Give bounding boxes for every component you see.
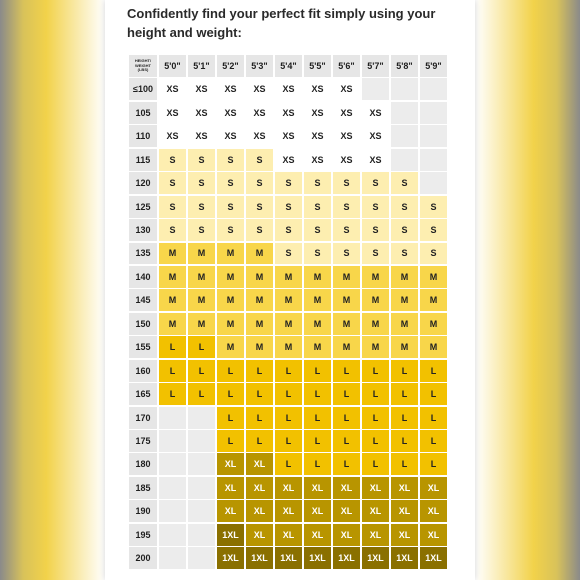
size-cell: M	[159, 313, 186, 335]
corner-label-line: WEIGHT	[135, 62, 151, 68]
size-cell: M	[420, 266, 447, 288]
size-cell: S	[217, 172, 244, 194]
size-cell: L	[391, 430, 418, 452]
empty-cell	[420, 149, 447, 171]
size-cell: L	[420, 360, 447, 382]
size-cell: XL	[246, 453, 273, 475]
weight-label-cell: 120	[129, 172, 157, 194]
size-cell: XS	[333, 149, 360, 171]
size-cell: XS	[333, 125, 360, 147]
weight-label-cell: 155	[129, 336, 157, 358]
size-cell: M	[159, 289, 186, 311]
size-cell: M	[188, 243, 215, 265]
size-cell: M	[275, 336, 302, 358]
size-cell: XL	[362, 477, 389, 499]
size-cell: L	[246, 360, 273, 382]
size-cell: XL	[333, 477, 360, 499]
height-header-cell: 5'3"	[246, 55, 273, 77]
empty-cell	[159, 430, 186, 452]
size-cell: S	[246, 196, 273, 218]
size-cell: M	[188, 313, 215, 335]
size-cell: XS	[333, 78, 360, 100]
size-cell: M	[391, 289, 418, 311]
size-cell: S	[420, 196, 447, 218]
size-cell: XS	[159, 102, 186, 124]
size-cell: M	[391, 313, 418, 335]
size-cell: M	[362, 289, 389, 311]
empty-cell	[159, 500, 186, 522]
size-cell: 1XL	[217, 524, 244, 546]
size-cell: XL	[420, 477, 447, 499]
weight-label-cell: 200	[129, 547, 157, 569]
corner-label-line: HEIGHT/	[134, 58, 152, 64]
size-cell: M	[275, 266, 302, 288]
size-cell: L	[217, 360, 244, 382]
size-cell: XS	[304, 149, 331, 171]
height-header-cell: 5'5"	[304, 55, 331, 77]
size-cell: S	[159, 149, 186, 171]
size-cell: L	[304, 360, 331, 382]
size-cell: XS	[188, 102, 215, 124]
weight-label-cell: 125	[129, 196, 157, 218]
size-cell: XS	[362, 102, 389, 124]
size-cell: L	[304, 383, 331, 405]
weight-label-cell: ≤100	[129, 78, 157, 100]
size-cell: M	[217, 336, 244, 358]
size-cell: L	[275, 407, 302, 429]
size-cell: M	[159, 243, 186, 265]
size-cell: XS	[304, 125, 331, 147]
size-cell: L	[333, 453, 360, 475]
size-cell: M	[275, 313, 302, 335]
page-title: Confidently find your perfect fit simply using your height and weight:	[127, 6, 436, 40]
weight-label-cell: 150	[129, 313, 157, 335]
empty-cell	[159, 407, 186, 429]
empty-cell	[391, 78, 418, 100]
size-cell: S	[304, 219, 331, 241]
height-header-cell: 5'4"	[275, 55, 302, 77]
size-cell: XL	[420, 524, 447, 546]
size-cell: L	[420, 407, 447, 429]
size-cell: L	[159, 336, 186, 358]
size-cell: M	[217, 266, 244, 288]
size-cell: S	[188, 196, 215, 218]
weight-label-cell: 130	[129, 219, 157, 241]
size-cell: S	[246, 219, 273, 241]
size-cell: L	[333, 407, 360, 429]
size-cell: XL	[333, 500, 360, 522]
size-cell: XL	[275, 524, 302, 546]
size-cell: XS	[159, 78, 186, 100]
size-cell: L	[362, 407, 389, 429]
size-cell: XL	[246, 500, 273, 522]
size-cell: XL	[362, 500, 389, 522]
size-cell: S	[304, 196, 331, 218]
size-cell: XS	[217, 78, 244, 100]
size-cell: M	[246, 243, 273, 265]
weight-label-cell: 195	[129, 524, 157, 546]
size-cell: M	[420, 289, 447, 311]
size-cell: M	[159, 266, 186, 288]
size-cell: L	[275, 360, 302, 382]
size-cell: S	[362, 243, 389, 265]
height-header-cell: 5'8"	[391, 55, 418, 77]
size-cell: XL	[391, 524, 418, 546]
size-cell: XS	[159, 125, 186, 147]
empty-cell	[420, 78, 447, 100]
size-cell: XS	[304, 78, 331, 100]
size-chart-table	[129, 55, 447, 569]
empty-cell	[159, 524, 186, 546]
size-cell: XS	[275, 102, 302, 124]
size-cell: XL	[391, 477, 418, 499]
size-cell: L	[188, 336, 215, 358]
size-cell: S	[246, 172, 273, 194]
weight-label-cell: 160	[129, 360, 157, 382]
height-header-cell: 5'7"	[362, 55, 389, 77]
size-cell: S	[333, 172, 360, 194]
size-cell: S	[275, 172, 302, 194]
height-header-cell: 5'6"	[333, 55, 360, 77]
size-cell: XL	[217, 500, 244, 522]
size-cell: XS	[246, 102, 273, 124]
size-cell: S	[159, 196, 186, 218]
size-cell: XL	[391, 500, 418, 522]
size-cell: M	[362, 266, 389, 288]
height-header-cell: 5'1"	[188, 55, 215, 77]
size-cell: M	[333, 289, 360, 311]
size-cell: M	[304, 336, 331, 358]
size-cell: M	[362, 313, 389, 335]
size-cell: M	[304, 313, 331, 335]
size-cell: XS	[362, 149, 389, 171]
size-cell: L	[275, 383, 302, 405]
size-cell: XL	[275, 477, 302, 499]
size-cell: L	[333, 430, 360, 452]
size-cell: S	[333, 219, 360, 241]
size-cell: XL	[246, 524, 273, 546]
empty-cell	[188, 500, 215, 522]
size-cell: L	[391, 383, 418, 405]
corner-header-cell	[129, 55, 157, 77]
size-cell: L	[275, 453, 302, 475]
size-cell: L	[362, 383, 389, 405]
size-cell: S	[391, 219, 418, 241]
weight-label-cell: 105	[129, 102, 157, 124]
size-chart-card	[105, 0, 475, 580]
size-cell: M	[246, 313, 273, 335]
empty-cell	[188, 477, 215, 499]
size-cell: L	[362, 360, 389, 382]
size-cell: XS	[275, 125, 302, 147]
size-cell: L	[188, 360, 215, 382]
size-cell: L	[333, 360, 360, 382]
size-cell: S	[217, 196, 244, 218]
empty-cell	[188, 524, 215, 546]
empty-cell	[188, 407, 215, 429]
size-cell: XS	[217, 102, 244, 124]
weight-label-cell: 180	[129, 453, 157, 475]
size-cell: M	[420, 336, 447, 358]
size-cell: S	[391, 196, 418, 218]
height-header-cell: 5'9"	[420, 55, 447, 77]
empty-cell	[420, 125, 447, 147]
size-cell: S	[420, 219, 447, 241]
size-cell: L	[333, 383, 360, 405]
size-cell: L	[159, 383, 186, 405]
size-cell: S	[420, 243, 447, 265]
size-cell: XS	[217, 125, 244, 147]
size-cell: S	[275, 219, 302, 241]
size-cell: XS	[246, 125, 273, 147]
size-cell: L	[391, 360, 418, 382]
size-cell: L	[217, 407, 244, 429]
size-cell: M	[333, 336, 360, 358]
size-cell: L	[188, 383, 215, 405]
size-cell: M	[246, 266, 273, 288]
size-cell: M	[246, 336, 273, 358]
weight-label-cell: 145	[129, 289, 157, 311]
size-cell: 1XL	[246, 547, 273, 569]
size-cell: XL	[362, 524, 389, 546]
size-cell: L	[159, 360, 186, 382]
size-cell: XS	[333, 102, 360, 124]
size-cell: S	[333, 243, 360, 265]
weight-label-cell: 190	[129, 500, 157, 522]
size-cell: L	[391, 407, 418, 429]
size-cell: M	[333, 313, 360, 335]
size-cell: XS	[188, 125, 215, 147]
size-cell: M	[275, 289, 302, 311]
empty-cell	[188, 453, 215, 475]
size-cell: L	[246, 407, 273, 429]
size-cell: M	[246, 289, 273, 311]
size-cell: XS	[275, 149, 302, 171]
size-cell: M	[217, 289, 244, 311]
size-cell: M	[420, 313, 447, 335]
size-cell: L	[362, 453, 389, 475]
size-cell: S	[275, 243, 302, 265]
empty-cell	[159, 547, 186, 569]
size-cell: XS	[275, 78, 302, 100]
empty-cell	[420, 172, 447, 194]
size-cell: XL	[304, 477, 331, 499]
height-header-cell: 5'2"	[217, 55, 244, 77]
size-cell: 1XL	[362, 547, 389, 569]
size-cell: 1XL	[304, 547, 331, 569]
size-cell: L	[246, 430, 273, 452]
size-cell: S	[188, 219, 215, 241]
size-cell: L	[362, 430, 389, 452]
size-cell: L	[304, 430, 331, 452]
size-cell: S	[304, 172, 331, 194]
size-cell: L	[420, 453, 447, 475]
size-cell: 1XL	[275, 547, 302, 569]
empty-cell	[159, 453, 186, 475]
size-cell: XL	[217, 453, 244, 475]
size-cell: L	[420, 383, 447, 405]
size-cell: L	[275, 430, 302, 452]
size-cell: XS	[362, 125, 389, 147]
weight-label-cell: 170	[129, 407, 157, 429]
size-cell: XL	[246, 477, 273, 499]
empty-cell	[188, 547, 215, 569]
size-cell: L	[246, 383, 273, 405]
empty-cell	[362, 78, 389, 100]
size-cell: XL	[304, 500, 331, 522]
size-cell: S	[362, 196, 389, 218]
size-cell: M	[333, 266, 360, 288]
size-cell: S	[246, 149, 273, 171]
size-cell: XL	[217, 477, 244, 499]
size-cell: S	[333, 196, 360, 218]
size-cell: M	[217, 313, 244, 335]
size-cell: M	[217, 243, 244, 265]
size-cell: M	[304, 289, 331, 311]
weight-label-cell: 110	[129, 125, 157, 147]
height-header-cell: 5'0"	[159, 55, 186, 77]
corner-label-line: (LBS)	[137, 67, 149, 73]
weight-label-cell: 115	[129, 149, 157, 171]
size-cell: XL	[420, 500, 447, 522]
size-cell: S	[304, 243, 331, 265]
size-cell: L	[304, 453, 331, 475]
empty-cell	[391, 149, 418, 171]
size-cell: S	[188, 172, 215, 194]
weight-label-cell: 175	[129, 430, 157, 452]
size-cell: S	[391, 243, 418, 265]
size-cell: M	[304, 266, 331, 288]
size-cell: M	[188, 289, 215, 311]
size-cell: M	[391, 336, 418, 358]
size-cell: XL	[304, 524, 331, 546]
weight-label-cell: 140	[129, 266, 157, 288]
size-cell: L	[217, 383, 244, 405]
size-cell: M	[188, 266, 215, 288]
size-cell: XS	[188, 78, 215, 100]
size-cell: M	[391, 266, 418, 288]
empty-cell	[420, 102, 447, 124]
empty-cell	[391, 102, 418, 124]
size-cell: S	[217, 219, 244, 241]
size-cell: S	[275, 196, 302, 218]
size-cell: S	[391, 172, 418, 194]
size-cell: 1XL	[391, 547, 418, 569]
size-cell: S	[362, 172, 389, 194]
weight-label-cell: 185	[129, 477, 157, 499]
size-cell: XL	[275, 500, 302, 522]
weight-label-cell: 135	[129, 243, 157, 265]
size-cell: L	[420, 430, 447, 452]
size-cell: XL	[333, 524, 360, 546]
size-cell: 1XL	[333, 547, 360, 569]
empty-cell	[391, 125, 418, 147]
size-cell: S	[217, 149, 244, 171]
size-cell: XS	[246, 78, 273, 100]
size-cell: M	[362, 336, 389, 358]
size-cell: S	[159, 172, 186, 194]
size-cell: 1XL	[420, 547, 447, 569]
size-cell: L	[304, 407, 331, 429]
weight-label-cell: 165	[129, 383, 157, 405]
empty-cell	[159, 477, 186, 499]
size-cell: S	[188, 149, 215, 171]
empty-cell	[188, 430, 215, 452]
size-cell: XS	[304, 102, 331, 124]
size-cell: S	[362, 219, 389, 241]
size-cell: 1XL	[217, 547, 244, 569]
size-cell: L	[217, 430, 244, 452]
size-cell: S	[159, 219, 186, 241]
size-cell: L	[391, 453, 418, 475]
